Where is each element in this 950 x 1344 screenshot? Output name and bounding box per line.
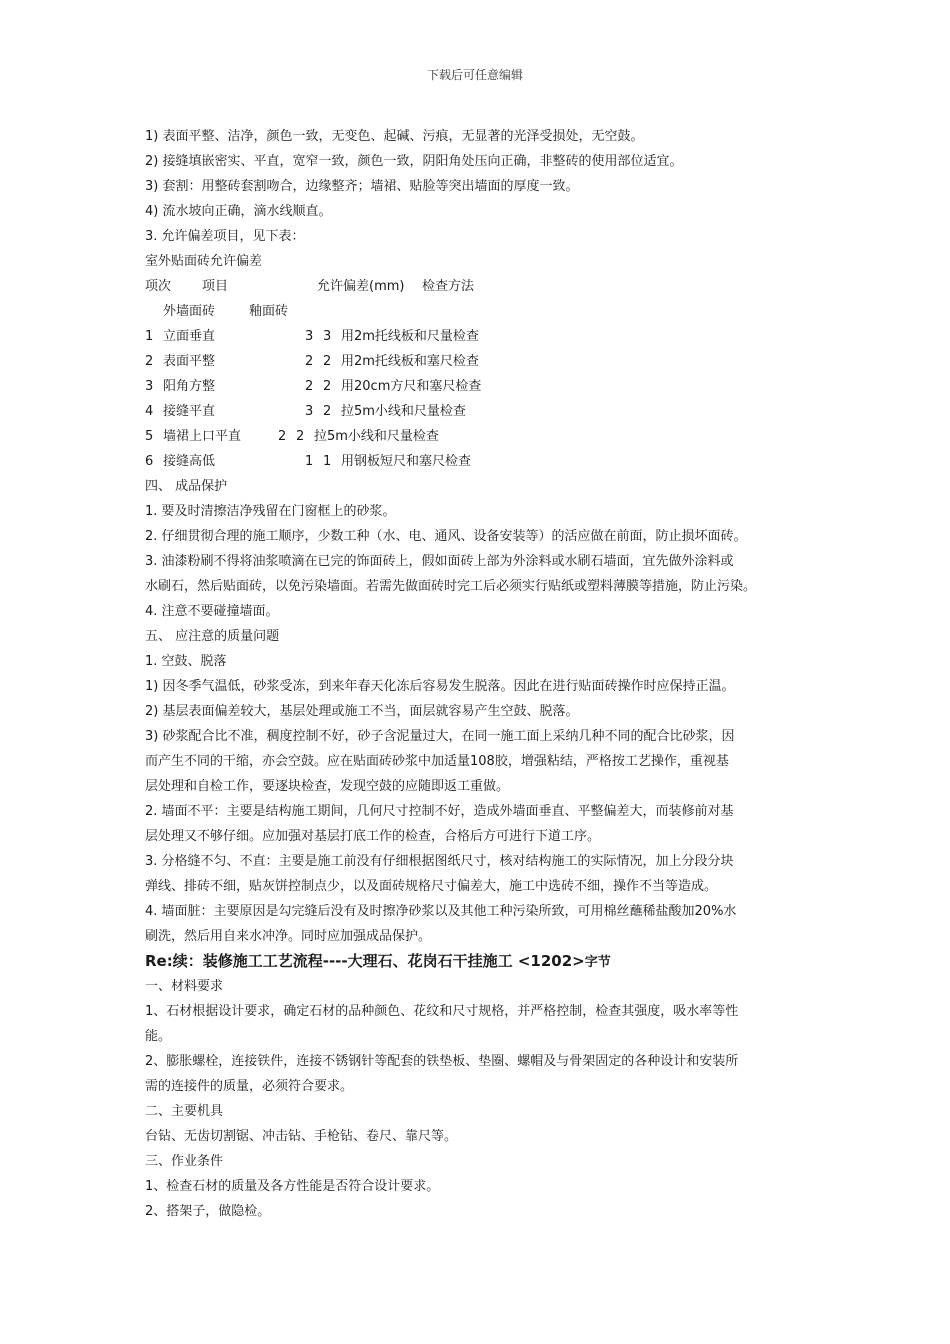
paragraph-line: 水刷石，然后贴面砖，以免污染墙面。若需先做面砖时完工后必须实行贴纸或塑料薄膜等措施，防止污染。 xyxy=(145,579,757,594)
row-value-2: 3 xyxy=(323,329,332,344)
table-header-cell: 项次 xyxy=(145,279,172,294)
table-subheader-row xyxy=(145,299,810,324)
table-row xyxy=(145,449,810,474)
row-number: 4 xyxy=(145,404,154,419)
row-method: 拉5m小线和尺量检查 xyxy=(314,429,439,444)
article-heading xyxy=(145,949,810,974)
row-number: 3 xyxy=(145,379,154,394)
row-value-1: 2 xyxy=(305,354,314,369)
table-header-cell: 允许偏差(mm) xyxy=(317,279,405,294)
paragraph-line: 1) 表面平整、洁净，颜色一致，无变色、起碱、污痕，无显著的光泽受损处，无空鼓。 xyxy=(145,129,644,144)
paragraph-line: 需的连接件的质量，必须符合要求。 xyxy=(145,1079,354,1094)
paragraph-line: 1. 要及时清擦洁净残留在门窗框上的砂浆。 xyxy=(145,504,396,519)
paragraph-line: 3. 允许偏差项目，见下表： xyxy=(145,229,305,244)
paragraph-line: 3) 套割：用整砖套割吻合，边缘整齐；墙裙、贴脸等突出墙面的厚度一致。 xyxy=(145,179,579,194)
row-item: 立面垂直 xyxy=(163,329,216,344)
row-number: 5 xyxy=(145,429,154,444)
table-subheader-cell: 釉面砖 xyxy=(249,304,289,319)
row-item: 阳角方整 xyxy=(163,379,216,394)
paragraph-line: 3) 砂浆配合比不准，稠度控制不好，砂子含泥量过大，在同一施工面上采纳几种不同的配合比砂浆，因 xyxy=(145,729,735,744)
paragraph-line: 4) 流水坡向正确，滴水线顺直。 xyxy=(145,204,332,219)
row-item: 墙裙上口平直 xyxy=(163,429,242,444)
article-heading-suffix: 字节 xyxy=(584,955,611,970)
paragraph-line: 1. 空鼓、脱落 xyxy=(145,654,227,669)
table-header-cell: 项目 xyxy=(202,279,229,294)
table-row xyxy=(145,349,810,374)
paragraph-line: 层处理又不够仔细。应加强对基层打底工作的检查，合格后方可进行下道工序。 xyxy=(145,829,601,844)
row-item: 接缝高低 xyxy=(163,454,216,469)
paragraph-line: 台钻、无齿切割锯、冲击钻、手枪钻、卷尺、靠尺等。 xyxy=(145,1129,458,1144)
row-value-1: 3 xyxy=(305,329,314,344)
paragraph-line: 2、搭架子，做隐检。 xyxy=(145,1204,271,1219)
paragraph-line: 刷洗，然后用自来水冲净。同时应加强成品保护。 xyxy=(145,929,432,944)
table-row xyxy=(145,424,810,449)
table-header-row xyxy=(145,274,810,299)
table-row xyxy=(145,399,810,424)
table-subheader-cell: 外墙面砖 xyxy=(163,304,216,319)
paragraph-line: 3. 分格缝不匀、不直：主要是施工前没有仔细根据图纸尺寸，核对结构施工的实际情况，加上分段分块 xyxy=(145,854,734,869)
row-method: 用2m托线板和塞尺检查 xyxy=(341,354,479,369)
paragraph-line: 2、膨胀螺栓，连接铁件，连接不锈钢针等配套的铁垫板、垫圈、螺帽及与骨架固定的各种设计和安装所 xyxy=(145,1054,739,1069)
section-title: 五、 应注意的质量问题 xyxy=(145,629,280,644)
row-number: 1 xyxy=(145,329,154,344)
table-row xyxy=(145,374,810,399)
row-value-2: 1 xyxy=(323,454,332,469)
row-value-2: 2 xyxy=(323,354,332,369)
paragraph-line: 1) 因冬季气温低，砂浆受冻，到来年春天化冻后容易发生脱落。因此在进行贴面砖操作时应保持正温。 xyxy=(145,679,735,694)
row-number: 6 xyxy=(145,454,154,469)
section-title: 三、作业条件 xyxy=(145,1154,224,1169)
row-value-2: 2 xyxy=(323,379,332,394)
paragraph-line: 1、石材根据设计要求，确定石材的品种颜色、花纹和尺寸规格，并严格控制，检查其强度，吸水率等性 xyxy=(145,1004,739,1019)
document-body xyxy=(145,124,810,1224)
table-row xyxy=(145,324,810,349)
paragraph-line: 2. 仔细贯彻合理的施工顺序，少数工种（水、电、通风、设备安装等）的活应做在前面，防止损坏面砖。 xyxy=(145,529,747,544)
row-value-1: 2 xyxy=(278,429,287,444)
row-value-1: 1 xyxy=(305,454,314,469)
paragraph-line: 2) 接缝填嵌密实、平直，宽窄一致，颜色一致，阴阳角处压向正确，非整砖的使用部位适宜。 xyxy=(145,154,683,169)
row-method: 用钢板短尺和塞尺检查 xyxy=(341,454,472,469)
paragraph-line: 层处理和自检工作，要逐块检查，发现空鼓的应随即返工重做。 xyxy=(145,779,510,794)
row-item: 表面平整 xyxy=(163,354,216,369)
paragraph-line: 4. 注意不要碰撞墙面。 xyxy=(145,604,279,619)
row-value-2: 2 xyxy=(323,404,332,419)
row-number: 2 xyxy=(145,354,154,369)
section-title: 二、主要机具 xyxy=(145,1104,224,1119)
paragraph-line: 2. 墙面不平：主要是结构施工期间，几何尺寸控制不好，造成外墙面垂直、平整偏差大，而装修前对基 xyxy=(145,804,734,819)
row-value-1: 2 xyxy=(305,379,314,394)
article-heading-title: Re:续：装修施工工艺流程----大理石、花岗石干挂施工 <1202> xyxy=(145,952,585,970)
section-title: 一、材料要求 xyxy=(145,979,224,994)
paragraph-line: 弹线、排砖不细，贴灰饼控制点少，以及面砖规格尺寸偏差大，施工中选砖不细，操作不当等造成。 xyxy=(145,879,718,894)
paragraph-line: 能。 xyxy=(145,1029,172,1044)
paragraph-line: 4. 墙面脏：主要原因是勾完缝后没有及时擦净砂浆以及其他工种污染所致，可用棉丝蘸稀盐酸加20%水 xyxy=(145,904,737,919)
row-value-2: 2 xyxy=(296,429,305,444)
table-caption: 室外贴面砖允许偏差 xyxy=(145,254,263,269)
paragraph-line: 1、检查石材的质量及各方性能是否符合设计要求。 xyxy=(145,1179,440,1194)
row-item: 接缝平直 xyxy=(163,404,216,419)
row-method: 拉5m小线和尺量检查 xyxy=(341,404,466,419)
page-header: 下载后可任意编辑 xyxy=(426,68,523,82)
row-method: 用20cm方尺和塞尺检查 xyxy=(341,379,482,394)
paragraph-line: 3. 油漆粉刷不得将油浆喷滴在已完的饰面砖上，假如面砖上部为外涂料或水刷石墙面，宜先做外涂料或 xyxy=(145,554,734,569)
paragraph-line: 2) 基层表面偏差较大，基层处理或施工不当，面层就容易产生空鼓、脱落。 xyxy=(145,704,579,719)
row-value-1: 3 xyxy=(305,404,314,419)
row-method: 用2m托线板和尺量检查 xyxy=(341,329,479,344)
section-title: 四、 成品保护 xyxy=(145,479,228,494)
table-header-cell: 检查方法 xyxy=(422,279,475,294)
paragraph-line: 而产生不同的干缩，亦会空鼓。应在贴面砖砂浆中加适量108胶，增强粘结，严格按工艺操作，重视基 xyxy=(145,754,729,769)
